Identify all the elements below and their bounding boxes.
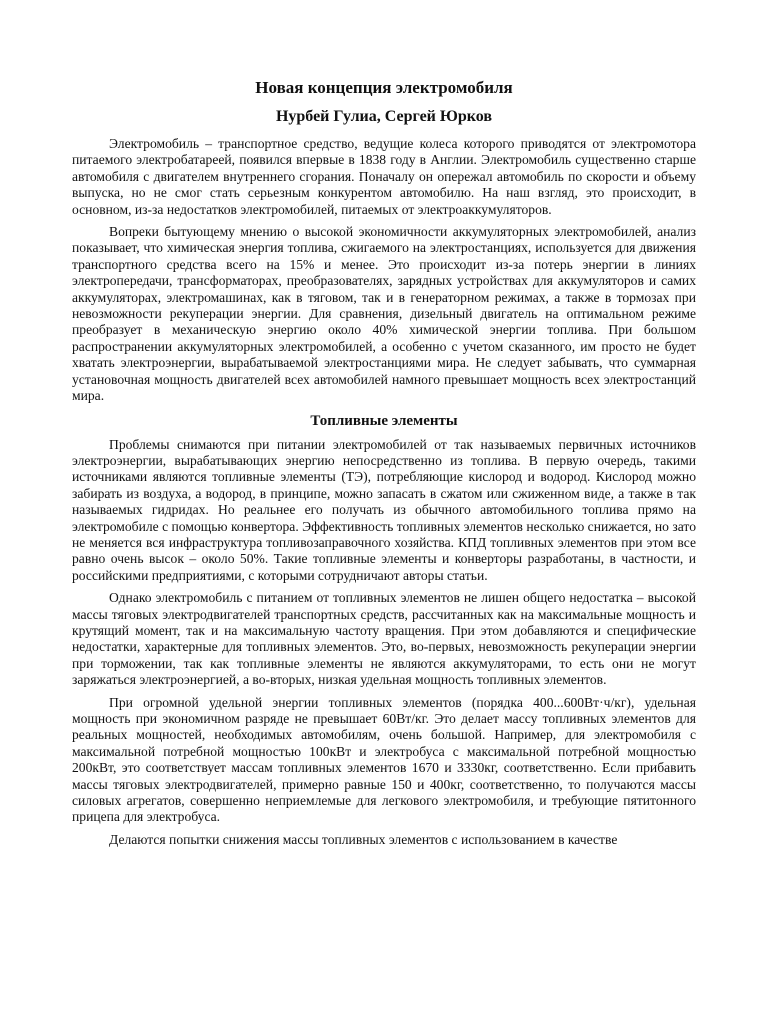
- paragraph: Проблемы снимаются при питании электромобилей от так называемых первичных источников электроэнергии, вырабатывающих энергию непосредственно из топлива. В первую очередь, такими источниками являются топливные элементы (ТЭ), потребляющие кислород и водород. Кислород можно забирать из воздуха, а водород, в принципе, можно запасать в сжатом или сжиженном виде, а также в так называемых гидридах. Но реальнее его получать из обычного автомобильного топлива прямо на электромобиле с помощью конвертора. Эффективность топливных элементов несколько снижается, но зато не меняется вся инфраструктура топливозаправочного хозяйства. КПД топливных элементов при этом все равно очень высок – около 50%. Такие топливные элементы и конверторы разработаны, в частности, и российскими предприятиями, с которыми сотрудничают авторы статьи.: [72, 436, 696, 583]
- section-heading: Топливные элементы: [310, 412, 458, 429]
- paragraph: При огромной удельной энергии топливных элементов (порядка 400...600Вт·ч/кг), удельная мощность при экономичном разряде не превышает 60Вт/кг. Это делает массу топливных элементов для реальных мощностей, необходимых автомобилям, очень большой. Например, для электромобиля с максимальной потребной мощностью 100кВт и электробуса с максимальной потребной мощностью 200кВт, это соответствует массам топливных элементов 1670 и 3330кг, соответственно. Если прибавить массы тяговых электродвигателей, примерно равные 150 и 400кг, соответственно, то получаются массы силовых агрегатов, совершенно неприемлемые для легкового электромобиля, и требующие пятитонного прицепа для электробуса.: [72, 694, 696, 825]
- article-authors: Нурбей Гулиа, Сергей Юрков: [275, 108, 493, 125]
- paragraph: Однако электромобиль с питанием от топливных элементов не лишен общего недостатка – высокой массы тяговых электродвигателей транспортных средств, рассчитанных как на максимальные мощность и крутящий момент, так и на максимальную частоту вращения. При этом добавляются и специфические недостатки, характерные для топливных элементов. Это, во-первых, невозможность рекуперации энергии при торможении, так как топливные элементы не являются аккумуляторами, то есть они не могут заряжаться электроэнергией, а во-вторых, низкая удельная мощность топливных элементов.: [72, 590, 696, 688]
- paragraph: Электромобиль – транспортное средство, ведущие колеса которого приводятся от электромотора питаемого электробатареей, появился впервые в 1838 году в Англии. Электромобиль существенно старше автомобиля с двигателем внутреннего сгорания. Поначалу он опережал автомобиль по скорости и объему выпуска, но не смог стать серьезным конкурентом автомобилю. На наш взгляд, это происходит, в основном, из-за недостатков электромобилей, питаемых от электроаккумуляторов.: [72, 136, 696, 217]
- paragraph: Делаются попытки снижения массы топливных элементов с использованием в качестве: [109, 831, 618, 847]
- paragraph: Вопреки бытующему мнению о высокой экономичности аккумуляторных электромобилей, анализ показывает, что химическая энергия топлива, сжигаемого на электростанциях, используется для движения транспортного средства всего на 15% и менее. Это происходит из-за потерь энергии в линиях электропередачи, трансформаторах, преобразователях, зарядных устройствах для аккумуляторов и самих аккумуляторах, электромашинах, как в тяговом, так и в генераторном режимах, а также в тормозах при невозможности рекуперации энергии. Для сравнения, дизельный двигатель на оптимальном режиме преобразует в механическую энергию около 40% химической энергии топлива. При большом распространении аккумуляторных электромобилей, а особенно с учетом сказанного, им просто не будет хватать электроэнергии, вырабатываемой электростанциями мира. Не следует забывать, что суммарная установочная мощность двигателей всех автомобилей намного превышает мощность всех электростанций мира.: [72, 224, 696, 404]
- article-title: Новая концепция электромобиля: [255, 78, 513, 97]
